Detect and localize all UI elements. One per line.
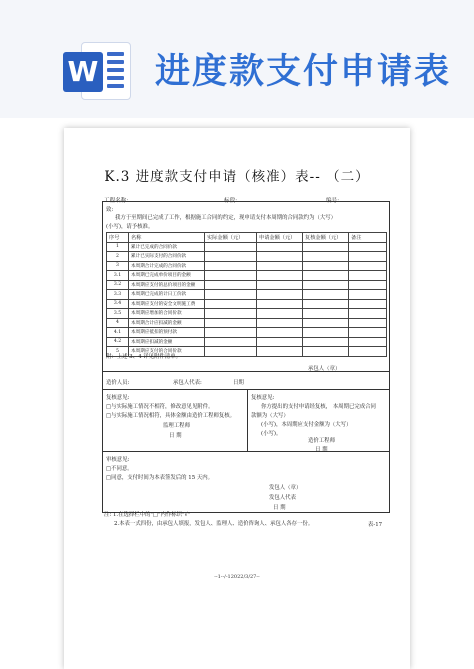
- amount-cell[interactable]: [349, 271, 387, 281]
- table-row: [107, 309, 387, 319]
- row-name-cell: 累计已实际支付的合同价款: [129, 252, 205, 262]
- audit-label: 审核意见:: [106, 457, 130, 463]
- row-name-cell: 本周期已完成单价项目的金额: [129, 271, 205, 281]
- section-label: 标段:: [224, 198, 238, 204]
- amount-cell[interactable]: [205, 261, 257, 271]
- header-banner: [0, 0, 474, 118]
- amount-cell[interactable]: [349, 280, 387, 290]
- form-code: 表-17: [368, 522, 383, 528]
- review-option-mismatch: □与实际施工情况不相符，修改意见见附件。: [106, 404, 214, 410]
- amount-cell[interactable]: [257, 261, 303, 271]
- request-section: [103, 202, 389, 372]
- amount-cell[interactable]: [205, 280, 257, 290]
- row-number-cell: 4: [107, 318, 129, 328]
- amount-cell[interactable]: [349, 290, 387, 300]
- table-row: [107, 271, 387, 281]
- table-header-cell: 实际金额（元）: [205, 233, 257, 243]
- row-number-cell: 3.3: [107, 290, 129, 300]
- amount-cell[interactable]: [205, 242, 257, 252]
- amount-cell[interactable]: [349, 242, 387, 252]
- amount-cell[interactable]: [257, 328, 303, 338]
- payment-items-table: [106, 232, 387, 357]
- amount-cell[interactable]: [349, 328, 387, 338]
- amount-cell[interactable]: [257, 318, 303, 328]
- note-2: 2.本表一式四份，由承包人填报，发包人、监理人、造价咨询人、承包人各存一份。: [114, 521, 314, 527]
- amount-cell[interactable]: [303, 280, 349, 290]
- amount-cell[interactable]: [205, 252, 257, 262]
- employer-date: 日 期: [273, 505, 286, 511]
- cost-review-text-2: 款额为（大写）: [251, 413, 289, 419]
- row-number-cell: 4.1: [107, 328, 129, 338]
- employer-seal: 发包人（章）: [269, 485, 302, 491]
- amount-cell[interactable]: [303, 290, 349, 300]
- amount-cell[interactable]: [205, 290, 257, 300]
- cost-review-text-1: 你方提出的支付申请经复核， 本周期已完成合同: [261, 404, 376, 410]
- footnotes: [104, 511, 313, 529]
- document-page: [64, 128, 410, 669]
- audit-option-disagree: □不同意。: [106, 466, 133, 472]
- row-name-cell: 本周期应抵扣的预付款: [129, 328, 205, 338]
- amount-cell[interactable]: [303, 309, 349, 319]
- table-row: [107, 290, 387, 300]
- row-name-cell: 本周期应支付的合同价款: [129, 347, 205, 357]
- table-header-cell: 序号: [107, 233, 129, 243]
- row-name-cell: 本周期已完成的计日工价款: [129, 290, 205, 300]
- amount-cell[interactable]: [257, 252, 303, 262]
- contractor-rep-label: 承包人代表:: [173, 380, 202, 386]
- table-header-row: [107, 233, 387, 243]
- row-name-cell: 累计已完成的合同价款: [129, 242, 205, 252]
- form-title: K.3 进度款支付申请（核准）表-- （二）: [104, 169, 370, 185]
- row-name-cell: 本周期应支付的总价项目的金额: [129, 280, 205, 290]
- amount-cell[interactable]: [303, 318, 349, 328]
- amount-cell[interactable]: [349, 261, 387, 271]
- row-number-cell: 5: [107, 347, 129, 357]
- amount-cell[interactable]: [257, 309, 303, 319]
- amount-cell[interactable]: [303, 271, 349, 281]
- row-number-cell: 3.5: [107, 309, 129, 319]
- table-header-cell: 备注: [349, 233, 387, 243]
- review-option-match: □与实际施工情况相符，具体金额由造价工程师复核。: [106, 413, 236, 419]
- table-row: [107, 318, 387, 328]
- amount-cell[interactable]: [257, 299, 303, 309]
- amount-cell[interactable]: [205, 271, 257, 281]
- amount-cell[interactable]: [349, 347, 387, 357]
- signature-date-label: 日期: [233, 380, 244, 386]
- number-label: 编号:: [326, 198, 340, 204]
- employer-rep: 发包人代表: [269, 495, 296, 501]
- amount-cell[interactable]: [303, 337, 349, 347]
- contractor-seal: 承包人（章）: [308, 366, 341, 372]
- amount-cell[interactable]: [303, 261, 349, 271]
- amount-cell[interactable]: [257, 347, 303, 357]
- word-logo-letter: W: [63, 52, 103, 92]
- word-document-icon: [63, 38, 131, 102]
- table-row: [107, 242, 387, 252]
- amount-cell[interactable]: [349, 337, 387, 347]
- amount-cell[interactable]: [257, 280, 303, 290]
- cost-engineer-sign: 造价工程师: [308, 438, 335, 444]
- table-row: [107, 337, 387, 347]
- cost-review-text-4: (小写)。: [261, 431, 282, 437]
- attachment-note: 附：上述 3、4 详见附件清单。: [106, 354, 181, 360]
- amount-cell[interactable]: [303, 299, 349, 309]
- row-name-cell: 本周期合计应扣减的金额: [129, 318, 205, 328]
- row-name-cell: 本周期应扣减的金额: [129, 337, 205, 347]
- amount-cell[interactable]: [349, 252, 387, 262]
- amount-cell[interactable]: [303, 242, 349, 252]
- amount-cell[interactable]: [205, 337, 257, 347]
- row-number-cell: 2: [107, 252, 129, 262]
- table-row: [107, 280, 387, 290]
- table-header-cell: 名称: [129, 233, 205, 243]
- application-form: [102, 201, 390, 513]
- audit-option-agree: □同意，支付时间为本表签发后的 15 天内。: [106, 475, 214, 481]
- project-name-label: 工程名称:: [104, 198, 129, 204]
- request-text-line-2: (小写)，请予核准。: [106, 224, 154, 230]
- amount-cell[interactable]: [257, 271, 303, 281]
- supervisor-label: 监理工程师: [163, 423, 190, 429]
- table-row: [107, 252, 387, 262]
- row-name-cell: 本周期应支付的安全文明施工费: [129, 299, 205, 309]
- table-header-cell: 复核金额（元）: [303, 233, 349, 243]
- table-row: [107, 299, 387, 309]
- amount-cell[interactable]: [205, 309, 257, 319]
- amount-cell[interactable]: [257, 290, 303, 300]
- cost-review-text-3: (小写)，本周期应支付金额为（大写）: [261, 422, 352, 428]
- audit-section: [103, 452, 389, 512]
- note-label: 注:: [104, 512, 112, 518]
- supervisor-date-label: 日 期: [169, 433, 182, 439]
- amount-cell[interactable]: [349, 318, 387, 328]
- amount-cell[interactable]: [205, 328, 257, 338]
- amount-cell[interactable]: [349, 299, 387, 309]
- row-number-cell: 3.4: [107, 299, 129, 309]
- row-name-cell: 本周期合计完成的合同价款: [129, 261, 205, 271]
- page-number: --1--/-12022/3/27--: [214, 574, 260, 580]
- row-number-cell: 1: [107, 242, 129, 252]
- amount-cell[interactable]: [303, 252, 349, 262]
- request-text-line-1: 我方于至期间已完成了工作，根据施工合同的约定，现申请支付本周期的合同款约为（大写）: [115, 215, 337, 221]
- banner-title: 进度款支付申请表: [155, 52, 452, 92]
- row-name-cell: 本周期应增加的合同价款: [129, 309, 205, 319]
- table-header-cell: 申请金额（元）: [257, 233, 303, 243]
- supervisor-review-label: 复核意见:: [106, 395, 130, 401]
- row-number-cell: 3.1: [107, 271, 129, 281]
- cost-review-label: 复核意见:: [251, 395, 275, 401]
- amount-cell[interactable]: [205, 318, 257, 328]
- amount-cell[interactable]: [257, 337, 303, 347]
- amount-cell[interactable]: [349, 309, 387, 319]
- amount-cell[interactable]: [303, 328, 349, 338]
- signature-section: [103, 372, 389, 390]
- cost-engineer-label: 造价人员:: [106, 380, 130, 386]
- row-number-cell: 3.2: [107, 280, 129, 290]
- amount-cell[interactable]: [205, 299, 257, 309]
- to-label: 致:: [106, 207, 114, 213]
- row-number-cell: 4.2: [107, 337, 129, 347]
- cost-engineer-date: 日 期: [315, 447, 328, 453]
- row-number-cell: 3: [107, 261, 129, 271]
- note-1: 1.在选择栏中的"□"内作标识"√": [112, 512, 191, 518]
- table-row: [107, 328, 387, 338]
- amount-cell[interactable]: [303, 347, 349, 357]
- review-section: [103, 390, 389, 452]
- amount-cell[interactable]: [205, 347, 257, 357]
- amount-cell[interactable]: [257, 242, 303, 252]
- table-row: [107, 261, 387, 271]
